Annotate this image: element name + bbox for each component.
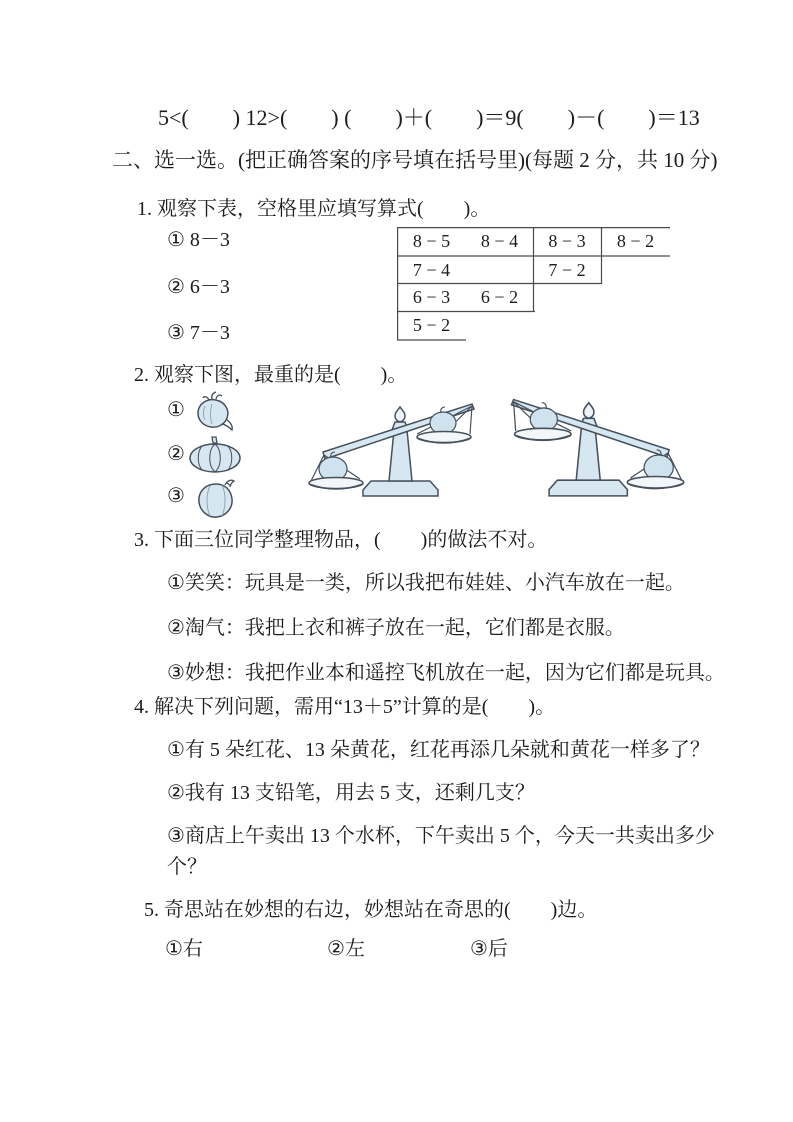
turnip-icon [190,390,238,432]
q5-title: 5. 奇思站在妙想的右边，妙想站在奇思的( )边。 [144,899,598,921]
gourd-icon [192,476,240,520]
q3-title: 3. 下面三位同学整理物品，( )的做法不对。 [134,529,548,551]
table-cell: 8 − 2 [616,231,655,251]
table-cell: 8 − 5 [412,231,451,251]
table-cell: 7 − 4 [412,260,451,280]
balance-scale-left-heavy-icon [303,392,485,499]
table-cell: 8 − 3 [548,231,586,251]
q1-option-1: ① 8－3 [167,229,230,251]
table-cell: 5 − 2 [412,315,451,335]
q4-option-1: ①有 5 朵红花、13 朵黄花，红花再添几朵就和黄花一样多了？ [167,739,710,761]
q1-option-3: ③ 7－3 [167,322,230,344]
q2-marker-1: ① [167,399,185,421]
q5-option-1: ①右 [165,938,203,960]
q4-option-3-line1: ③商店上午卖出 13 个水杯，下午卖出 5 个，今天一共卖出多少 [167,825,715,847]
table-cell: 7 − 2 [548,260,586,280]
q1-title: 1. 观察下表，空格里应填写算式( )。 [137,198,491,220]
table-cell-blank [466,257,533,284]
q4-option-3-line2: 个？ [167,856,207,878]
fill-blanks-line: 5<( ) 12>( ) ( )＋( )＝9( )－( )＝13 [158,105,700,130]
q2-marker-2: ② [167,443,185,465]
balance-scale-right-heavy-icon [500,387,690,499]
table-cell: 6 − 3 [412,287,451,307]
q4-title: 4. 解决下列问题，需用“13＋5”计算的是( )。 [134,696,556,718]
q3-option-2: ②淘气：我把上衣和裤子放在一起，它们都是衣服。 [167,617,625,639]
table-cell: 6 − 2 [480,287,519,307]
table-cell: 8 − 4 [480,231,519,251]
pumpkin-icon [187,436,243,474]
section-heading: 二、选一选。(把正确答案的序号填在括号里)(每题 2 分，共 10 分) [112,148,718,172]
q5-option-2: ②左 [327,938,365,960]
q4-option-2: ②我有 13 支铅笔，用去 5 支，还剩几支？ [167,782,535,804]
subtraction-table [397,227,671,341]
q1-option-2: ② 6－3 [167,276,230,298]
q5-option-3: ③后 [470,938,508,960]
q3-option-3: ③妙想：我把作业本和遥控飞机放在一起，因为它们都是玩具。 [167,662,725,684]
q2-marker-3: ③ [167,485,185,507]
q2-title: 2. 观察下图，最重的是( )。 [134,364,408,386]
balance-scale-mirrored-art [500,387,690,499]
q3-option-1: ①笑笑：玩具是一类，所以我把布娃娃、小汽车放在一起。 [167,572,685,594]
